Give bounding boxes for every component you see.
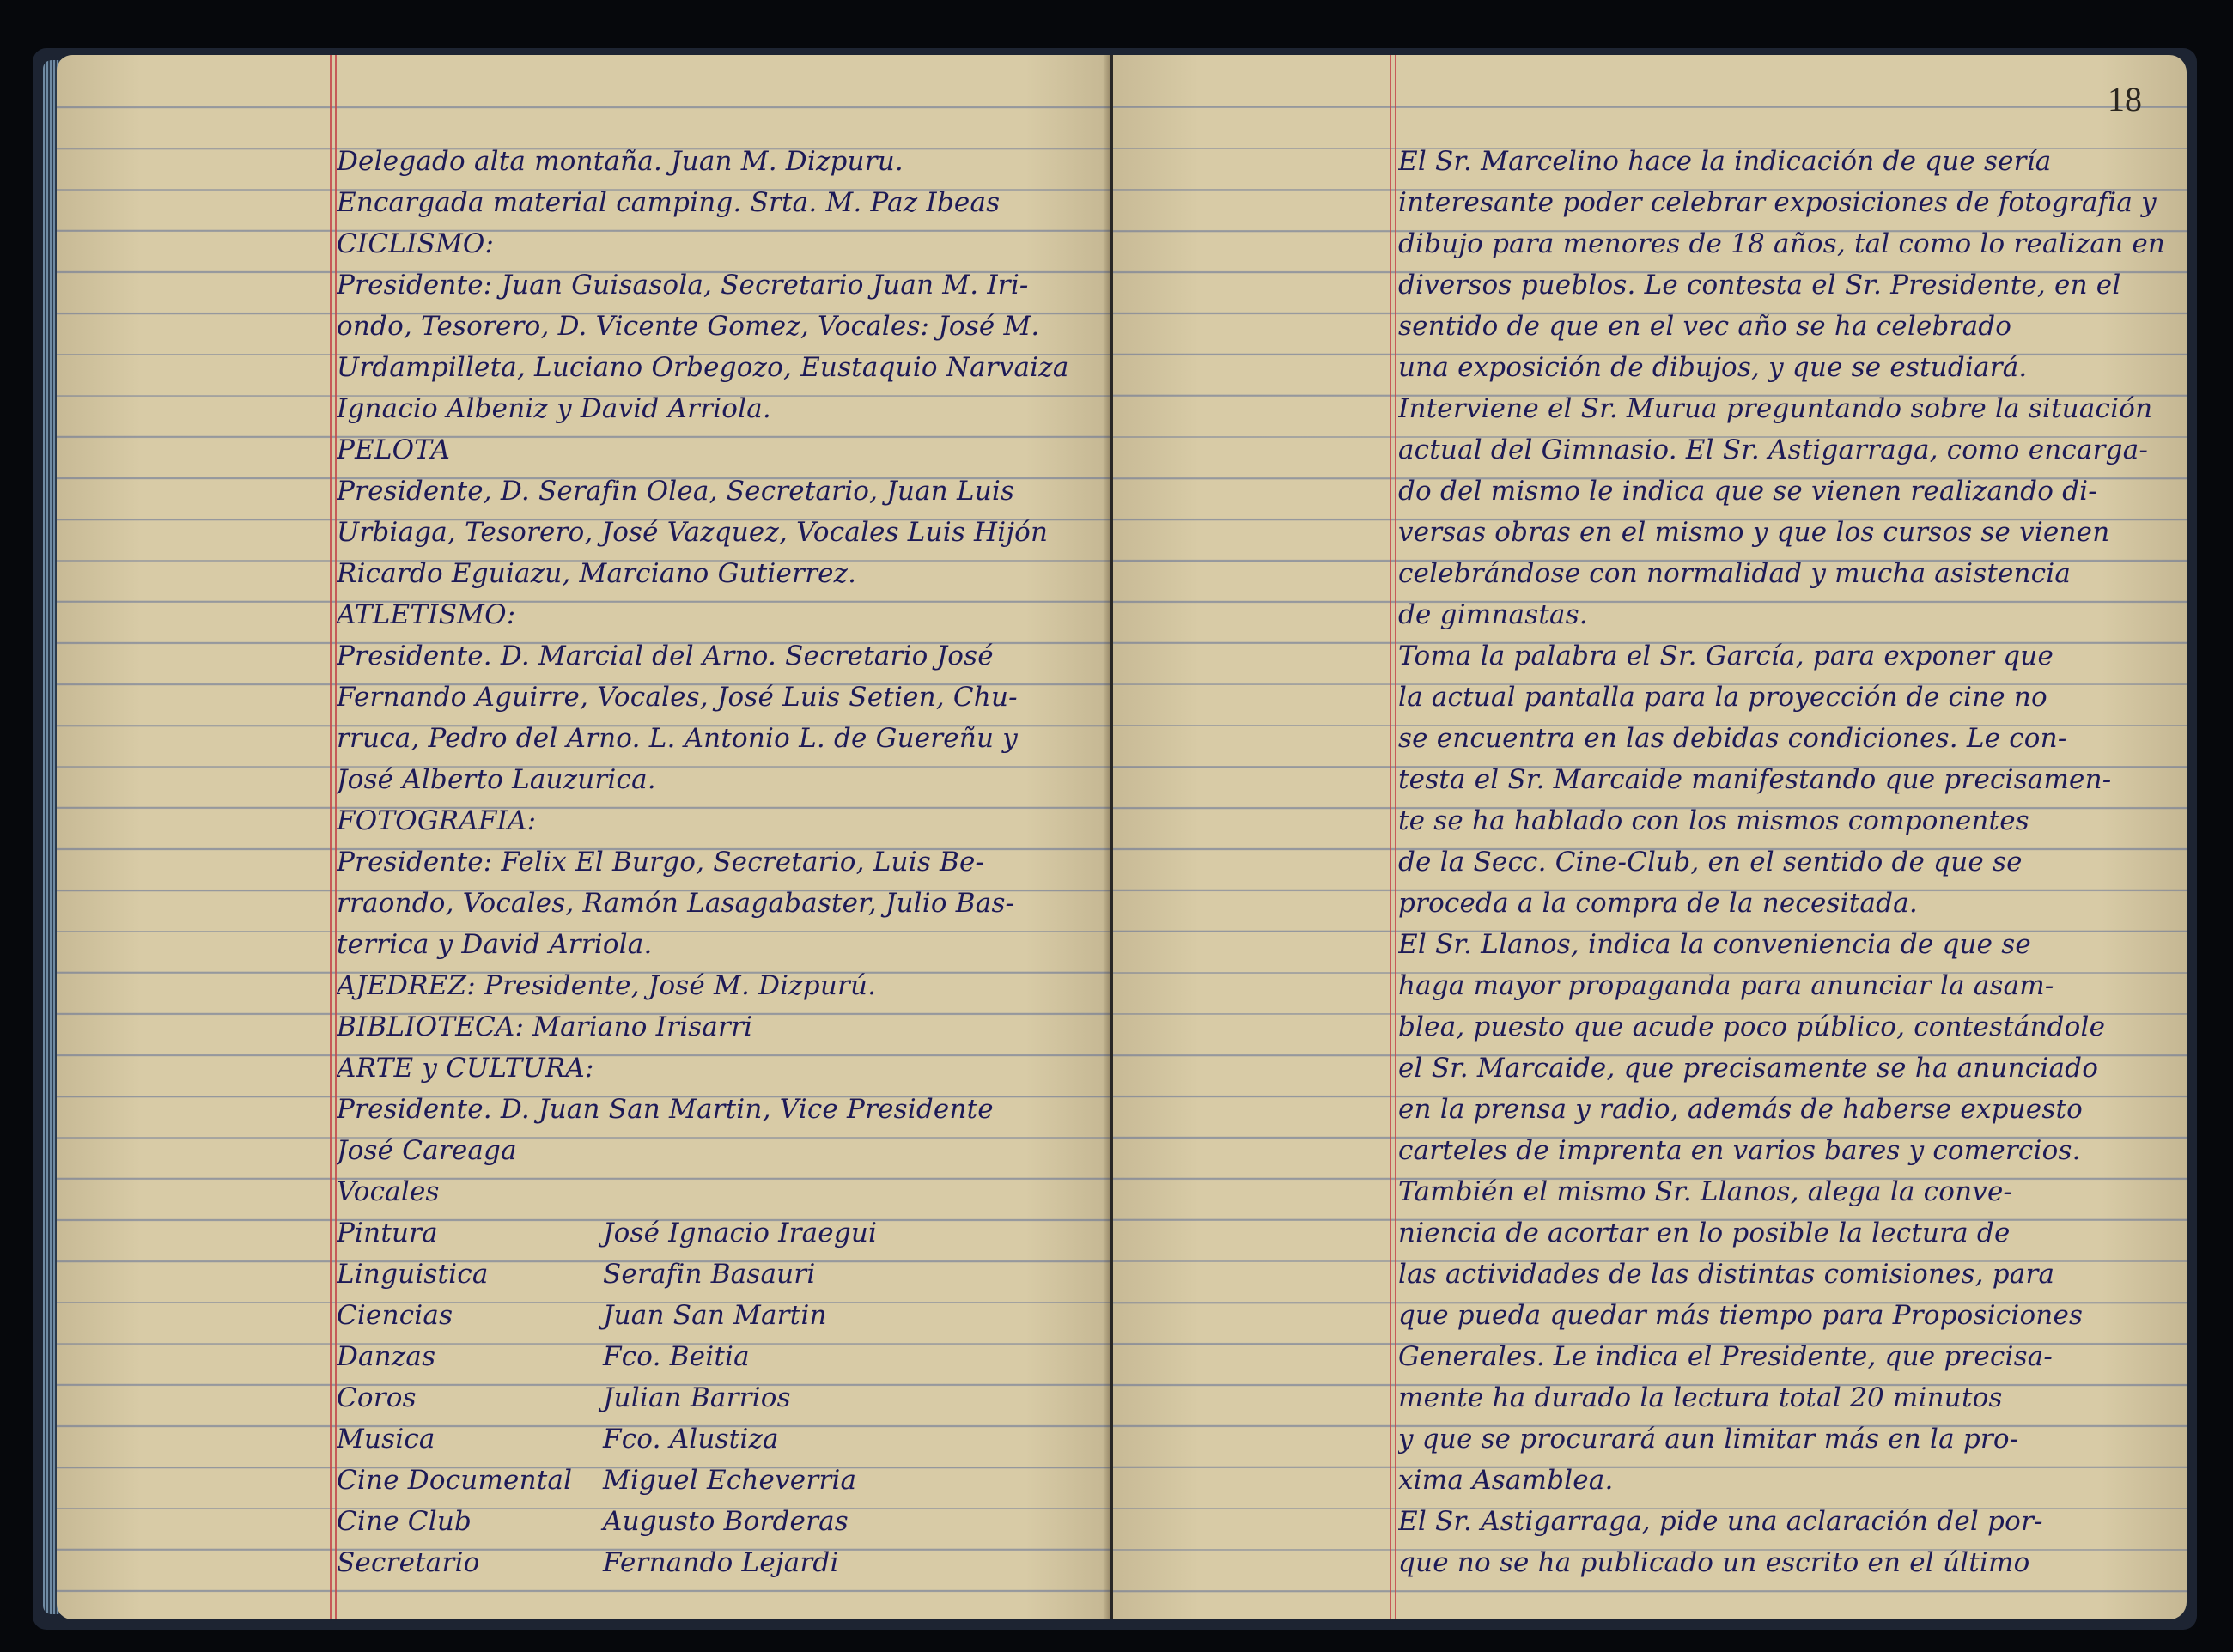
- text-line: se encuentra en las debidas condiciones. Le con-: [1398, 723, 2067, 754]
- text-line: blea, puesto que acude poco público, contestándole: [1398, 1011, 2106, 1042]
- text-line: rruca, Pedro del Arno. L. Antonio L. de Guereñu y: [337, 723, 1018, 754]
- text-line: una exposición de dibujos, y que se estudiará.: [1398, 352, 2028, 383]
- section-heading: FOTOGRAFIA:: [337, 805, 537, 836]
- margin-line: [1395, 55, 1396, 1619]
- text-line: Presidente. D. Marcial del Arno. Secretario José: [337, 641, 994, 671]
- text-line: proceda a la compra de la necesitada.: [1398, 888, 1918, 919]
- text-line: el Sr. Marcaide, que precisamente se ha anunciado: [1398, 1053, 2099, 1084]
- right-page: [1113, 55, 2187, 1619]
- vocal-row: [337, 1336, 1092, 1377]
- section-heading: CICLISMO:: [337, 228, 495, 259]
- left-page-text: [337, 141, 1092, 1583]
- text-line: que no se ha publicado un escrito en el último: [1398, 1547, 2030, 1578]
- text-line: en la prensa y radio, además de haberse expuesto: [1398, 1094, 2083, 1125]
- text-line: te se ha hablado con los mismos componentes: [1398, 805, 2029, 836]
- text-line: actual del Gimnasio. El Sr. Astigarraga, como encarga-: [1398, 434, 2149, 465]
- text-line: José Careaga: [337, 1135, 517, 1166]
- vocal-name: José Ignacio Iraegui: [603, 1218, 878, 1248]
- vocal-name: Miguel Echeverria: [603, 1465, 857, 1496]
- vocal-row: [337, 1295, 1092, 1336]
- text-line: AJEDREZ: Presidente, José M. Dizpurú.: [337, 970, 877, 1001]
- text-line: carteles de imprenta en varios bares y comercios.: [1398, 1135, 2081, 1166]
- vocal-row: [337, 1418, 1092, 1460]
- text-line: El Sr. Marcelino hace la indicación de que sería: [1398, 146, 2052, 177]
- text-line: El Sr. Astigarraga, pide una aclaración del por-: [1398, 1506, 2043, 1537]
- text-line: También el mismo Sr. Llanos, alega la conve-: [1398, 1176, 2013, 1207]
- text-line: Delegado alta montaña. Juan M. Dizpuru.: [337, 146, 904, 177]
- text-line: José Alberto Lauzurica.: [337, 764, 656, 795]
- text-line: terrica y David Arriola.: [337, 929, 653, 960]
- vocal-row: [337, 1254, 1092, 1295]
- vocal-area: Musica: [337, 1424, 435, 1455]
- text-line: Ignacio Albeniz y David Arriola.: [337, 393, 771, 424]
- vocal-name: Fco. Beitia: [603, 1341, 750, 1372]
- text-line: rraondo, Vocales, Ramón Lasagabaster, Julio Bas-: [337, 888, 1015, 919]
- vocal-area: Ciencias: [337, 1300, 453, 1331]
- text-line: de gimnastas.: [1398, 599, 1588, 630]
- text-line: Vocales: [337, 1176, 440, 1207]
- text-line: do del mismo le indica que se vienen realizando di-: [1398, 476, 2097, 507]
- text-line: haga mayor propaganda para anunciar la asam-: [1398, 970, 2054, 1001]
- vocal-name: Fco. Alustiza: [603, 1424, 779, 1455]
- margin-line: [330, 55, 332, 1619]
- vocal-name: Juan San Martin: [603, 1300, 827, 1331]
- section-heading: ATLETISMO:: [337, 599, 516, 630]
- text-line: interesante poder celebrar exposiciones de fotografia y: [1398, 187, 2157, 218]
- text-line: Interviene el Sr. Murua preguntando sobre la situación: [1398, 393, 2153, 424]
- vocal-row: [337, 1460, 1092, 1501]
- left-page: [57, 55, 1110, 1619]
- vocal-row: [337, 1377, 1092, 1418]
- text-line: testa el Sr. Marcaide manifestando que precisamen-: [1398, 764, 2112, 795]
- vocal-area: Secretario: [337, 1547, 480, 1578]
- text-line: Presidente, D. Serafin Olea, Secretario, Juan Luis: [337, 476, 1015, 507]
- text-line: Presidente. D. Juan San Martin, Vice Presidente: [337, 1094, 994, 1125]
- text-line: la actual pantalla para la proyección de cine no: [1398, 682, 2047, 713]
- page-number: 18: [2108, 80, 2142, 118]
- vocal-name: Fernando Lejardi: [603, 1547, 839, 1578]
- text-line: BIBLIOTECA: Mariano Irisarri: [337, 1011, 753, 1042]
- text-line: ondo, Tesorero, D. Vicente Gomez, Vocales: José M.: [337, 311, 1040, 342]
- text-line: xima Asamblea.: [1398, 1465, 1614, 1496]
- vocal-row: [337, 1501, 1092, 1542]
- text-line: que pueda quedar más tiempo para Proposiciones: [1398, 1300, 2084, 1331]
- vocal-area: Coros: [337, 1382, 417, 1413]
- text-line: y que se procurará aun limitar más en la pro-: [1398, 1424, 2019, 1455]
- text-line: dibujo para menores de 18 años, tal como lo realizan en: [1398, 228, 2166, 259]
- text-line: diversos pueblos. Le contesta el Sr. Presidente, en el: [1398, 270, 2121, 301]
- vocal-area: Linguistica: [337, 1259, 489, 1290]
- text-line: Ricardo Eguiazu, Marciano Gutierrez.: [337, 558, 857, 589]
- text-line: Urdampilleta, Luciano Orbegozo, Eustaquio Narvaiza: [337, 352, 1069, 383]
- vocal-area: Cine Documental: [337, 1465, 573, 1496]
- vocal-row: [337, 1212, 1092, 1254]
- text-line: las actividades de las distintas comisiones, para: [1398, 1259, 2055, 1290]
- text-line: Urbiaga, Tesorero, José Vazquez, Vocales Luis Hijón: [337, 517, 1049, 548]
- text-line: de la Secc. Cine-Club, en el sentido de que se: [1398, 847, 2023, 878]
- text-line: Presidente: Felix El Burgo, Secretario, Luis Be-: [337, 847, 985, 878]
- text-line: mente ha durado la lectura total 20 minutos: [1398, 1382, 2003, 1413]
- text-line: versas obras en el mismo y que los cursos se vienen: [1398, 517, 2110, 548]
- text-line: Presidente: Juan Guisasola, Secretario Juan M. Iri-: [337, 270, 1029, 301]
- text-line: Encargada material camping. Srta. M. Paz Ibeas: [337, 187, 1001, 218]
- text-line: Fernando Aguirre, Vocales, José Luis Setien, Chu-: [337, 682, 1018, 713]
- vocal-area: Danzas: [337, 1341, 436, 1372]
- vocal-area: Pintura: [337, 1218, 438, 1248]
- text-line: Toma la palabra el Sr. García, para exponer que: [1398, 641, 2054, 671]
- text-line: Generales. Le indica el Presidente, que precisa-: [1398, 1341, 2054, 1372]
- text-line: celebrándose con normalidad y mucha asistencia: [1398, 558, 2072, 589]
- text-line: El Sr. Llanos, indica la conveniencia de que se: [1398, 929, 2031, 960]
- text-line: niencia de acortar en lo posible la lectura de: [1398, 1218, 2011, 1248]
- right-page-text: [1398, 141, 2171, 1583]
- section-heading: ARTE y CULTURA:: [337, 1053, 594, 1084]
- vocal-name: Julian Barrios: [603, 1382, 791, 1413]
- vocal-row: [337, 1542, 1092, 1583]
- vocal-name: Augusto Borderas: [603, 1506, 849, 1537]
- margin-line: [1390, 55, 1391, 1619]
- vocal-name: Serafin Basauri: [603, 1259, 816, 1290]
- vocal-area: Cine Club: [337, 1506, 472, 1537]
- section-heading: PELOTA: [337, 434, 451, 465]
- text-line: sentido de que en el vec año se ha celebrado: [1398, 311, 2012, 342]
